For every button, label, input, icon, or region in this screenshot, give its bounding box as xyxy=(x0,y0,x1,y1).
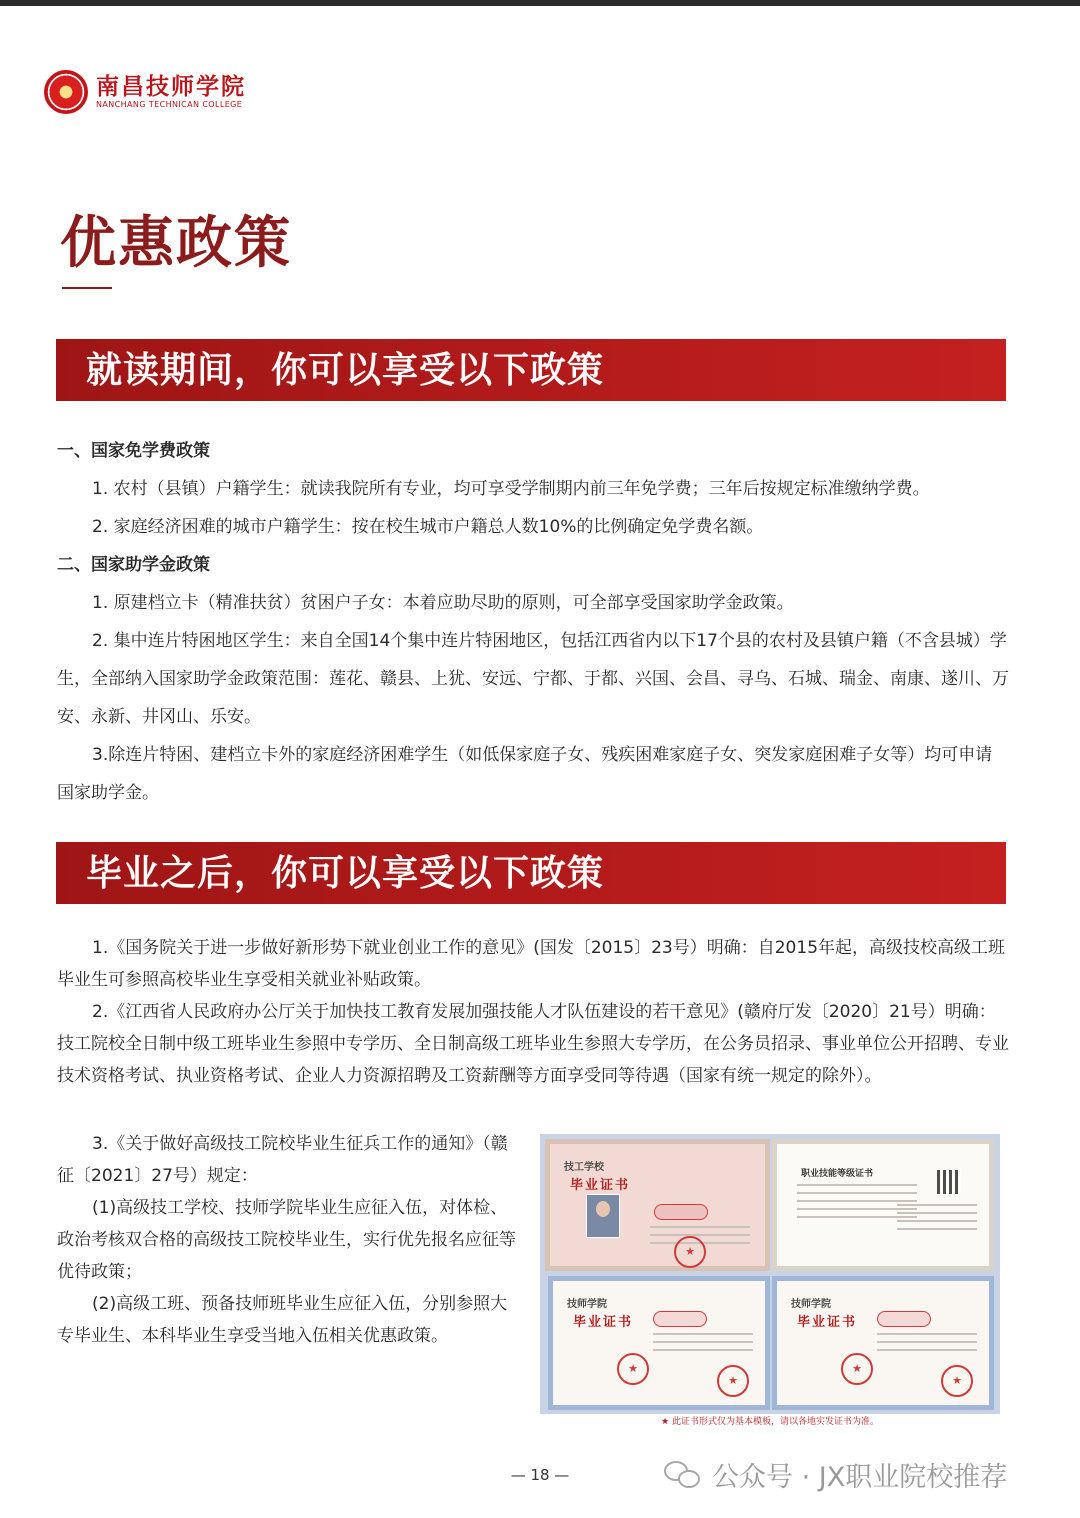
policy-item: 1. 农村（县镇）户籍学生：就读我院所有专业，均可享受学制期内前三年免学费；三年后按规定标准缴纳学费。 xyxy=(92,479,930,499)
section-heading-grant: 二、国家助学金政策 xyxy=(57,555,210,575)
cert-text-lines xyxy=(897,1204,977,1236)
policy-item: 3.除连片特困、建档立卡外的家庭经济困难学生（如低保家庭子女、残疾困难家庭子女、突发家庭困难子女等）均可申请国家助学金。 xyxy=(57,745,993,803)
policy-item: 1. 原建档立卡（精准扶贫）贫困户子女：本着应助尽助的原则，可全部享受国家助学金政策。 xyxy=(92,593,794,613)
logo-name-en: NANCHANG TECHNICAN COLLEGE xyxy=(96,100,243,109)
cert-text-lines xyxy=(653,1333,753,1357)
red-stamp-icon xyxy=(654,1204,708,1220)
banner-after-graduation: 毕业之后，你可以享受以下政策 xyxy=(56,842,1006,904)
technician-college-diploma xyxy=(772,1276,994,1410)
skill-level-certificate xyxy=(772,1139,994,1271)
red-stamp-icon xyxy=(877,1311,931,1327)
page-title: 优惠政策 xyxy=(60,210,292,276)
policy-sub-item: (1)高级技工学校、技师学院毕业生应征入伍，对体检、政治考核双合格的高级技工院校毕业生，实行优先报名应征等优待政策； xyxy=(57,1198,516,1282)
certificate-samples-image xyxy=(540,1134,1000,1414)
wechat-icon xyxy=(664,1459,702,1491)
red-stamp-icon xyxy=(653,1311,707,1327)
policy-item: 2. 家庭经济困难的城市户籍学生：按在校生城市户籍总人数10%的比例确定免学费名额。 xyxy=(92,517,764,537)
policy-item: 2. 集中连片特困地区学生：来自全国14个集中连片特困地区，包括江西省内以下17个县的农村及县镇户籍（不含县城）学生，全部纳入国家助学金政策范围：莲花、赣县、上犹、安远、宁都、于都、兴国、会昌、寻乌、石城、瑞金、南康、遂川、万安、永新、井冈山、乐安。 xyxy=(57,631,1009,727)
section-heading-tuition: 一、国家免学费政策 xyxy=(57,441,210,461)
enlistment-policy xyxy=(57,1128,519,1352)
page-number: — 18 — xyxy=(510,1466,570,1484)
technician-college-diploma xyxy=(548,1276,770,1410)
qr-code-icon xyxy=(937,1170,961,1194)
logo-name-cn: 南昌技师学院 xyxy=(96,73,246,100)
during-study-section xyxy=(57,432,1009,812)
logo-text xyxy=(96,74,246,110)
policy-item: 1.《国务院关于进一步做好新形势下就业创业工作的意见》(国发〔2015〕23号）明确：自2015年起，高级技校高级工班毕业生可参照高校毕业生享受相关就业补贴政策。 xyxy=(57,938,1006,990)
official-seal-icon xyxy=(674,1236,706,1268)
policy-item: 3.《关于做好高级技工院校毕业生征兵工作的通知》（赣征〔2021〕27号）规定： xyxy=(57,1134,508,1186)
official-seal-icon xyxy=(941,1365,973,1397)
policy-sub-item: (2)高级工班、预备技师班毕业生应征入伍，分别参照大专毕业生、本科毕业生享受当地入伍相关优惠政策。 xyxy=(57,1294,508,1346)
certificate-note: ★ 此证书形式仅为基本模板，请以各地实发证书为准。 xyxy=(661,1417,879,1427)
official-seal-icon xyxy=(617,1353,649,1385)
college-logo xyxy=(44,66,246,118)
top-edge-bar xyxy=(0,0,1080,6)
official-seal-icon xyxy=(717,1365,749,1397)
cert-text-lines xyxy=(877,1333,977,1357)
cert-title: 毕业证书 xyxy=(797,1315,858,1330)
banner-during-study: 就读期间，你可以享受以下政策 xyxy=(56,339,1006,401)
policy-item: 2.《江西省人民政府办公厅关于加快技工教育发展加强技能人才队伍建设的若干意见》(赣府厅发〔2020〕21号）明确：技工院校全日制中级工班毕业生参照中专学历、全日制高级工班毕业生参照大专学历，在公务员招录、事业单位公开招聘、专业技术资格考试、执业资格考试、企业人力资源招聘及工资薪酬等方面享受同等待遇（国家有统一规定的除外）。 xyxy=(57,1002,1009,1086)
cert-school-label: 技工学校 xyxy=(564,1162,604,1173)
cert-school-label: 技师学院 xyxy=(791,1299,831,1310)
title-underline xyxy=(62,287,112,289)
student-photo xyxy=(586,1194,620,1238)
watermark-text: 公众号 · JX职业院校推荐 xyxy=(712,1462,1008,1493)
college-emblem-icon xyxy=(44,70,88,114)
after-graduation-section xyxy=(57,932,1009,1092)
technical-school-diploma xyxy=(545,1139,770,1271)
cert-title: 毕业证书 xyxy=(573,1315,634,1330)
wechat-watermark xyxy=(664,1455,1007,1494)
official-seal-icon xyxy=(841,1353,873,1385)
cert-title: 毕业证书 xyxy=(570,1178,631,1193)
cert-school-label: 技师学院 xyxy=(567,1299,607,1310)
cert-title: 职业技能等级证书 xyxy=(801,1169,874,1179)
